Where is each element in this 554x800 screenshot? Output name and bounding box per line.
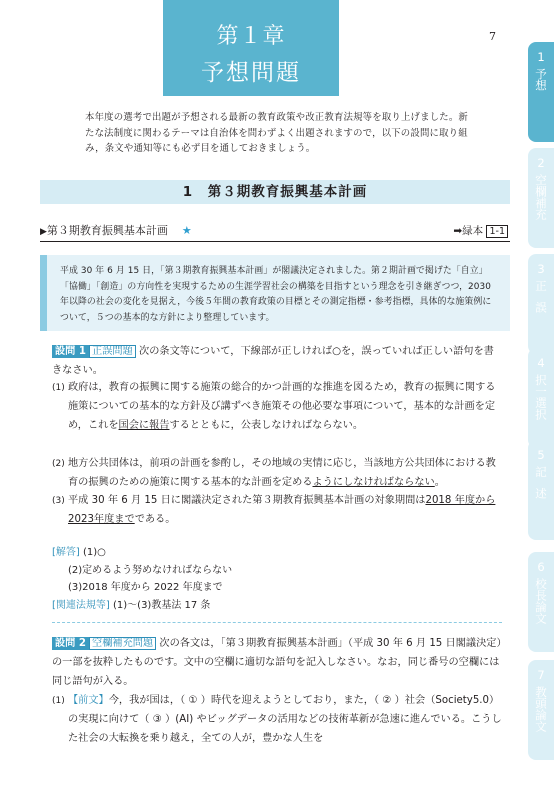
reference-book: 緑本: [462, 225, 484, 237]
underlined-term: 2018 年度から2023年度まで: [68, 495, 496, 525]
answer-3: (3)2018 年度から 2022 年度まで: [68, 582, 223, 593]
item-number: (1): [52, 383, 65, 393]
item-number: (2): [52, 459, 65, 469]
reference-code: 1-1: [486, 225, 508, 238]
question-1-item: [52, 379, 502, 435]
item-text: 政府は，教育の振興に関する施策の総合的かつ計画的な推進を図るため，教育の振興に関する施策についての基本的な方針及び講ずべき施策その他必要な事項について，基本的な計画を定め，これを: [68, 382, 496, 431]
side-tab-number: 7: [537, 668, 545, 682]
side-tab-label: 予想: [534, 68, 548, 91]
question-1-tag: 設問 1: [52, 345, 89, 358]
question-2-text: 次の各文は，「第３期教育振興基本計画」（平成 30 年 6 月 15 日閣議決定）の一部を抜粋したものです。文中の空欄に適切な語句を記入しなさい。なお，同じ番号の空欄には同じ語句が入る。: [52, 638, 502, 687]
answer-2: (2)定めるよう努めなければならない: [68, 564, 233, 576]
side-tab-1[interactable]: [528, 42, 554, 142]
divider: [52, 622, 502, 623]
item-text-tail: である。: [134, 513, 176, 525]
intro-paragraph: 本年度の選考で出題が予想される最新の教育政策や改正教育法規等を取り上げました。新たな法制度に関わるテーマは自治体を問わずよく出題されますので，以下の設問に取り組み，条文や通知等にも必ず目を通しておきましょう。: [85, 112, 469, 154]
question-2-type: 空欄補充問題: [89, 637, 156, 650]
topic-title: 第３期教育振興基本計画: [46, 224, 168, 237]
item-number: (1): [52, 696, 65, 706]
item-text-tail: するとともに，公表しなければならない。: [169, 419, 364, 431]
side-tab-number: 6: [537, 560, 545, 574]
triangle-bullet-icon: ▶: [40, 227, 47, 237]
item-label: 【前文】: [68, 695, 109, 706]
side-tab-number: 3: [537, 262, 545, 276]
star-icon: ★: [181, 224, 192, 237]
topic-subheading: [40, 222, 510, 242]
side-tab-7[interactable]: [528, 660, 554, 760]
reference-link[interactable]: [453, 222, 508, 241]
summary-box: 平成 30 年 6 月 15 日，「第３期教育振興基本計画」が閣議決定されました。第２期計画で掲げた「自立」「協働」「創造」の方向性を実現するための生涯学習社会の構築を目指すという理念を引き継ぎつつ，2030 年以降の社会の変化を見据え，今後５年間の教育政策の目標とその測定指標・参考指標，具体的な施策例について，５つの基本的な方針により整理しています。: [40, 255, 510, 331]
answer-label: [解答]: [52, 547, 80, 558]
question-1-prompt: [52, 343, 502, 381]
item-text: 平成 30 年 6 月 15 日に閣議決定された第３期教育振興基本計画の対象期間は: [68, 495, 426, 506]
related-law-label: [関連法規等]: [52, 599, 110, 611]
item-text-tail: 。: [434, 476, 445, 488]
underlined-term: 国会に報告: [118, 419, 170, 431]
question-2-prompt: [52, 635, 502, 691]
question-2-item: [52, 692, 502, 748]
item-text: 地方公共団体は，前項の計画を参酌し，その地域の実情に応じ，当該地方公共団体における教育の振興のための施策に関する基本的な計画を定める: [68, 458, 496, 488]
side-tab-label: 校長論文: [534, 578, 548, 624]
underlined-term: ようにしなければならない: [312, 476, 435, 488]
side-tab-6[interactable]: [528, 552, 554, 652]
item-text: 今，我が国は，（ ① ）時代を迎えようとしており，また，（ ② ）社会（Society5.0）の実現に向けて（ ③ ）(AI) やビッグデータの活用などの技術革新が急速に進んでいる。こうした社会の大転換を乗り越え，全ての人が，豊かな人生を: [68, 695, 502, 744]
side-tab-label: 正誤: [534, 280, 548, 323]
answer-block: [52, 544, 502, 614]
question-1-item: [52, 492, 502, 530]
side-tab-number: 5: [537, 448, 545, 462]
side-tab-number: 4: [537, 356, 545, 370]
chapter-number: 第１章: [216, 24, 286, 49]
side-tab-label: 記述: [534, 466, 548, 509]
side-tab-3[interactable]: [528, 254, 554, 354]
side-tab-5[interactable]: [528, 440, 554, 540]
side-tab-label: 択一選択: [534, 374, 548, 420]
question-1-type: 正誤問題: [89, 345, 136, 358]
chapter-header: [163, 0, 339, 96]
question-1-item: [52, 455, 502, 493]
question-1-text: 次の条文等について，下線部が正しければ○を，誤っていれば正しい語句を書きなさい。: [52, 346, 494, 376]
side-tab-number: 1: [537, 50, 545, 64]
side-tab-label: 空欄補充: [534, 174, 548, 220]
side-tab-number: 2: [537, 156, 545, 170]
page-number: 7: [489, 30, 496, 43]
related-law: (1)〜(3)教基法 17 条: [113, 599, 211, 611]
arrow-right-icon: ➡: [453, 225, 463, 237]
item-number: (3): [52, 496, 65, 506]
side-tab-label: 教頭論文: [534, 686, 548, 732]
section-heading: 1 第３期教育振興基本計画: [40, 180, 510, 204]
chapter-title: 予想問題: [201, 60, 301, 86]
question-2-tag: 設問 2: [52, 637, 89, 650]
answer-1: (1)○: [83, 547, 106, 558]
side-tab-4[interactable]: [528, 348, 554, 448]
side-tab-2[interactable]: [528, 148, 554, 248]
